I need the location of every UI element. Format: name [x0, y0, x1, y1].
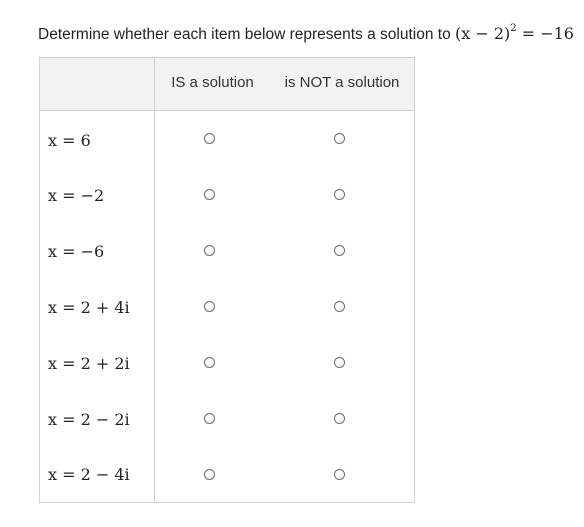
- radio-is-solution[interactable]: [204, 245, 215, 256]
- radio-is-solution[interactable]: [204, 301, 215, 312]
- equation-exponent: 2: [510, 23, 517, 34]
- radio-not-solution[interactable]: [334, 357, 345, 368]
- radio-is-solution[interactable]: [204, 133, 215, 144]
- radio-not-solution[interactable]: [334, 413, 345, 424]
- prompt-equation: [455, 24, 574, 43]
- column-divider: [154, 58, 155, 502]
- row-label: x = 2 − 2i: [48, 410, 130, 429]
- radio-not-solution[interactable]: [334, 133, 345, 144]
- row-label: x = 2 − 4i: [48, 465, 130, 484]
- prompt-text: Determine whether each item below represents a solution to: [38, 26, 455, 43]
- row-label: x = −6: [48, 242, 105, 261]
- radio-not-solution[interactable]: [334, 469, 345, 480]
- row-label: x = 6: [48, 131, 91, 150]
- equation-lhs: (x − 2): [455, 24, 511, 43]
- column-header-not-solution: is NOT a solution: [284, 74, 400, 91]
- row-label: x = 2 + 4i: [48, 298, 130, 317]
- column-header-is-solution: IS a solution: [171, 74, 254, 91]
- radio-is-solution[interactable]: [204, 357, 215, 368]
- radio-is-solution[interactable]: [204, 413, 215, 424]
- radio-not-solution[interactable]: [334, 189, 345, 200]
- question-prompt: [38, 22, 584, 47]
- radio-is-solution[interactable]: [204, 469, 215, 480]
- row-label: x = −2: [48, 186, 105, 205]
- radio-not-solution[interactable]: [334, 245, 345, 256]
- row-label: x = 2 + 2i: [48, 354, 130, 373]
- solution-table: [39, 57, 415, 503]
- equation-rhs: = −16: [516, 24, 574, 43]
- radio-is-solution[interactable]: [204, 189, 215, 200]
- radio-not-solution[interactable]: [334, 301, 345, 312]
